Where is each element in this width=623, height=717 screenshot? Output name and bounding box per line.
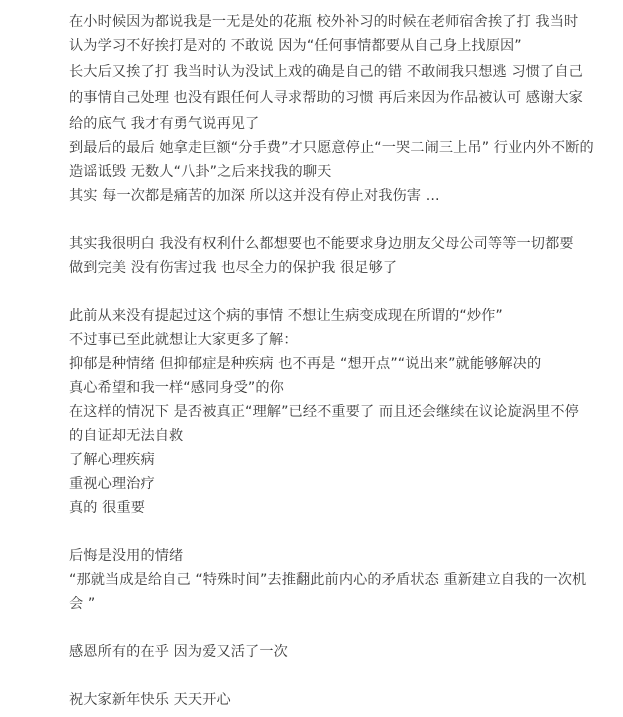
- text-line: 认为学习不好挨打是对的 不敢说 因为“任何事情都要从自己身上找原因”: [69, 38, 522, 54]
- text-line: 感恩所有的在乎 因为爱又活了一次: [69, 644, 288, 660]
- text-line: 做到完美 没有伤害过我 也尽全力的保护我 很足够了: [69, 260, 398, 276]
- text-line: 了解心理疾病: [69, 452, 155, 468]
- text-line: 此前从来没有提起过这个病的事情 不想让生病变成现在所谓的“炒作”: [69, 308, 503, 324]
- text-line: “那就当成是给自己 “特殊时间”去推翻此前内心的矛盾状态 重新建立自我的一次机: [69, 572, 587, 588]
- text-line: 给的底气 我才有勇气说再见了: [69, 116, 260, 132]
- text-line: 后悔是没用的情绪: [69, 548, 184, 564]
- text-line: 到最后的最后 她拿走巨额“分手费”才只愿意停止“一哭二闹三上吊” 行业内外不断的: [69, 140, 594, 156]
- text-line: 祝大家新年快乐 天天开心: [69, 692, 231, 708]
- text-line: 在小时候因为都说我是一无是处的花瓶 校外补习的时候在老师宿舍挨了打 我当时: [69, 14, 579, 30]
- text-line: 其实 每一次都是痛苦的加深 所以这并没有停止对我伤害 ...: [69, 188, 440, 204]
- text-line: 长大后又挨了打 我当时认为没试上戏的确是自己的错 不敢闹我只想逃 习惯了自己: [69, 64, 583, 80]
- text-line: 在这样的情况下 是否被真正“理解”已经不重要了 而且还会继续在议论旋涡里不停: [69, 404, 579, 420]
- text-line: 的自证却无法自救: [69, 428, 184, 444]
- text-line: 真的 很重要: [69, 500, 146, 516]
- text-line: 会 ”: [69, 596, 96, 612]
- text-line: 不过事已至此就想让大家更多了解：: [69, 332, 298, 348]
- text-line: 其实我很明白 我没有权利什么都想要也不能要求身边朋友父母公司等等一切都要: [69, 236, 574, 252]
- text-line: 重视心理治疗: [69, 476, 155, 492]
- text-line: 造谣诋毁 无数人“八卦”之后来找我的聊天: [69, 164, 332, 180]
- text-line: 的事情自己处理 也没有跟任何人寻求帮助的习惯 再后来因为作品被认可 感谢大家: [69, 90, 583, 106]
- text-line: 真心希望和我一样“感同身受”的你: [69, 380, 284, 396]
- text-line: 抑郁是种情绪 但抑郁症是种疾病 也不再是 “想开点”“说出来”就能够解决的: [69, 356, 542, 372]
